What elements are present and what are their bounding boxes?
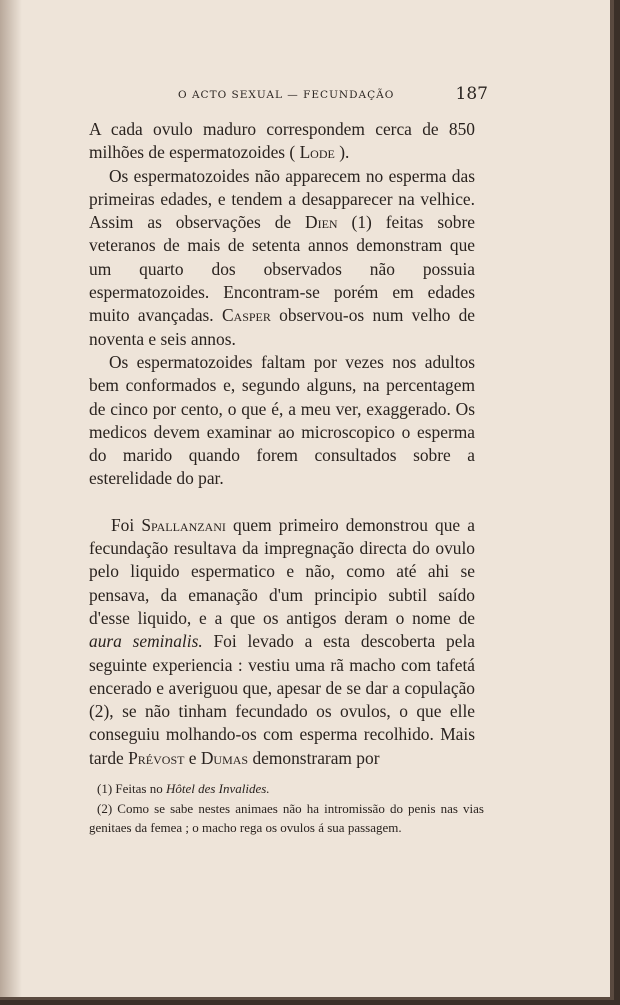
paragraph-4-text-d: e bbox=[184, 747, 201, 768]
author-name-casper: Casper bbox=[221, 305, 271, 326]
body-text bbox=[89, 118, 475, 770]
author-name-prevost: Prévost bbox=[128, 747, 185, 768]
latin-term: aura seminalis. bbox=[89, 631, 203, 652]
author-name-spallanzani: Spallanzani bbox=[141, 514, 226, 535]
author-name-dien: Dien bbox=[305, 212, 338, 233]
paragraph-1 bbox=[89, 118, 475, 165]
paragraph-4-text-c: Foi levado a esta descoberta pela seguinte experiencia : vestiu uma rã macho com tafetá encerado e averiguou que, apesar de se dar a copulação (2), se não tinham fecundado os ovulos, o que elle conseguiu molhando-os com esperma recolhido. Mais tarde bbox=[89, 631, 475, 768]
footnote-1-text: (1) Feitas no bbox=[97, 781, 166, 796]
paragraph-2 bbox=[89, 165, 475, 351]
page-gutter-shadow bbox=[0, 0, 22, 997]
paragraph-4-text-b: quem primeiro demonstrou que a fecundação resultava da impregnação directa do ovulo pelo liquido espermatico e não, como até ahi se pensava, da emanação d'um principio subtil saído d'esse liquido, e a que os antigos deram o nome de bbox=[89, 514, 475, 628]
paragraph-2-text-c: observou-os num velho de noventa e seis annos. bbox=[89, 305, 475, 349]
running-header bbox=[178, 86, 488, 108]
running-title: O ACTO SEXUAL — FECUNDAÇÃO bbox=[178, 89, 395, 101]
page-number: 187 bbox=[455, 84, 488, 104]
footnote-2: (2) Como se sabe nestes animaes não ha intromissão do penis nas vias genitaes da femea ; o macho rega os ovulos á sua passagem. bbox=[89, 800, 484, 835]
author-name-dumas: Dumas bbox=[200, 747, 249, 768]
paragraph-3: Os espermatozoides faltam por vezes nos adultos bem conformados e, segundo alguns, na percentagem de cinco por cento, o que é, a meu ver, exaggerado. Os medicos devem examinar ao microscopico o esperma do marido quando forem consultados sobre a esterelidade do par. bbox=[89, 351, 475, 489]
footnotes bbox=[89, 779, 484, 838]
paragraph-4-text-e: demonstraram por bbox=[248, 747, 380, 768]
footnote-1 bbox=[89, 779, 484, 799]
author-name-lode: Lode bbox=[299, 142, 335, 163]
paragraph-4-text-a: Foi bbox=[111, 514, 142, 535]
footnote-1-italic: Hôtel des Invalides. bbox=[165, 781, 270, 796]
paragraph-1-text: A cada ovulo maduro correspondem cerca de 850 milhões de espermatozoides ( bbox=[89, 119, 475, 163]
paragraph-4 bbox=[89, 514, 475, 770]
paragraph-2-text-a: Os espermatozoides não apparecem no esperma das primeiras edades, e tendem a desapparecer na velhice. Assim as observações de bbox=[89, 165, 475, 233]
paragraph-2-text-b: (1) feitas sobre veteranos de mais de setenta annos demonstram que um quarto dos observados não possuia espermatozoides. Encontram-se porém em edades muito avançadas. bbox=[89, 212, 475, 326]
paragraph-1-end: ). bbox=[334, 142, 350, 163]
